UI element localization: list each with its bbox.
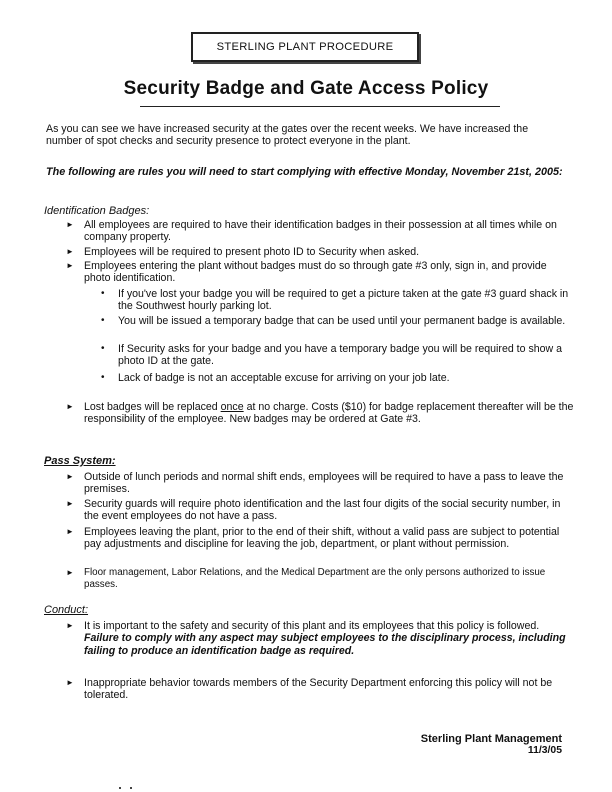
arrow-bullet-icon: ► bbox=[66, 247, 74, 256]
arrow-bullet-icon: ► bbox=[66, 472, 74, 481]
signature-block bbox=[421, 733, 562, 758]
arrow-bullet-icon: ► bbox=[66, 499, 74, 508]
list-item bbox=[66, 526, 574, 551]
section-heading-conduct: Conduct: bbox=[44, 604, 89, 616]
intro-paragraph: As you can see we have increased security at the gates over the recent weeks. We have increased the number of spot checks and security presence to protect everyone in the plant. bbox=[46, 123, 529, 148]
list-item bbox=[66, 246, 574, 258]
warning-emphasis: Failure to comply with any aspect may subject employees to the disciplinary process, including failing to produce an identification badge as required. bbox=[84, 632, 566, 657]
sub-item-text: Lack of badge is not an acceptable excuse for arriving on your job late. bbox=[118, 372, 450, 384]
item-text: Outside of lunch periods and normal shift ends, employees will be required to have a pass to leave the premises. bbox=[84, 471, 564, 496]
item-text: Security guards will require photo identification and the last four digits of the social security number, in the event employees do not have a pass. bbox=[84, 498, 561, 523]
round-bullet-icon: • bbox=[101, 315, 105, 326]
list-item bbox=[66, 471, 574, 496]
item-text: Employees entering the plant without badges must do so through gate #3 only, sign in, and provide photo identification. bbox=[84, 260, 547, 285]
list-item bbox=[66, 620, 574, 657]
list-item bbox=[66, 219, 574, 244]
emphasis-once: once bbox=[220, 401, 244, 413]
sub-list-item bbox=[101, 343, 578, 368]
signature-date: 11/3/05 bbox=[527, 745, 562, 757]
item-text: All employees are required to have their identification badges in their possession at all times while on company property. bbox=[84, 219, 557, 244]
round-bullet-icon: • bbox=[101, 343, 105, 354]
sub-list-item bbox=[101, 372, 578, 384]
item-text: Lost badges will be replaced bbox=[84, 401, 221, 413]
section-heading-identification: Identification Badges: bbox=[44, 205, 150, 217]
sub-item-text: You will be issued a temporary badge that can be used until your permanent badge is available. bbox=[118, 315, 566, 327]
item-text: Floor management, Labor Relations, and the Medical Department are the only persons authorized to issue passes. bbox=[84, 567, 546, 591]
item-text: at no charge. Costs ($10) for badge replacement thereafter will be the responsibility of the employee. New badges may be ordered at Gate #3. bbox=[84, 401, 574, 426]
scan-speck bbox=[130, 787, 132, 789]
list-item bbox=[66, 498, 574, 523]
item-text: Employees will be required to present photo ID to Security when asked. bbox=[84, 246, 420, 258]
list-item bbox=[66, 677, 574, 702]
procedure-label: STERLING PLANT PROCEDURE bbox=[216, 41, 394, 53]
list-item bbox=[66, 567, 574, 592]
arrow-bullet-icon: ► bbox=[66, 220, 74, 229]
item-text: Employees leaving the plant, prior to the end of their shift, without a valid pass are subject to potential pay adjustments and discipline for leaving the job, department, or plant without permission. bbox=[84, 526, 560, 551]
arrow-bullet-icon: ► bbox=[66, 261, 74, 270]
arrow-bullet-icon: ► bbox=[66, 568, 74, 577]
section-heading-pass-system: Pass System: bbox=[44, 455, 116, 467]
arrow-bullet-icon: ► bbox=[66, 527, 74, 536]
sub-list-item bbox=[101, 315, 578, 327]
item-text: It is important to the safety and security of this plant and its employees that this policy is followed. bbox=[84, 620, 540, 632]
sub-item-text: If you've lost your badge you will be required to get a picture taken at the gate #3 guard shack in the Southwest hourly parking lot. bbox=[118, 288, 569, 313]
title-underline bbox=[140, 106, 500, 107]
procedure-label-box bbox=[191, 32, 419, 62]
round-bullet-icon: • bbox=[101, 372, 105, 383]
arrow-bullet-icon: ► bbox=[66, 678, 74, 687]
list-item-lost-badges bbox=[66, 401, 574, 426]
document-title: Security Badge and Gate Access Policy bbox=[123, 78, 489, 99]
round-bullet-icon: • bbox=[101, 288, 105, 299]
arrow-bullet-icon: ► bbox=[66, 621, 74, 630]
effective-date-note: The following are rules you will need to start complying with effective Monday, November 21st, 2005: bbox=[46, 166, 563, 178]
list-item bbox=[66, 260, 574, 285]
sub-list-item bbox=[101, 288, 578, 313]
scan-speck bbox=[119, 787, 121, 789]
arrow-bullet-icon: ► bbox=[66, 402, 74, 411]
signature-name: Sterling Plant Management bbox=[420, 733, 562, 745]
sub-item-text: If Security asks for your badge and you have a temporary badge you will be required to show a photo ID at the gate. bbox=[118, 343, 563, 368]
item-text: Inappropriate behavior towards members of the Security Department enforcing this policy will not be tolerated. bbox=[84, 677, 553, 702]
